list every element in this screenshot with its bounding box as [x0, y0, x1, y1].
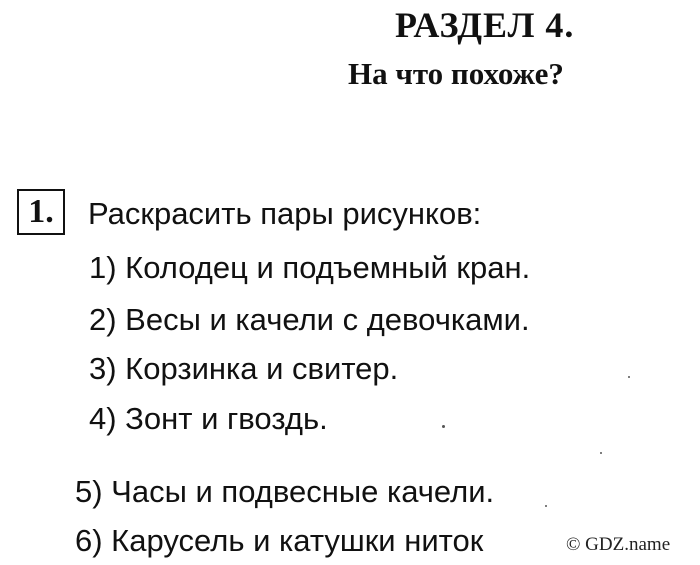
task-item: 2) Весы и качели с девочками.: [89, 302, 530, 337]
task-item: 3) Корзинка и свитер.: [89, 351, 399, 386]
task-item: 4) Зонт и гвоздь.: [89, 401, 328, 436]
task-instruction: Раскрасить пары рисунков:: [88, 196, 482, 231]
scan-speck: [628, 376, 630, 378]
task-item: 1) Колодец и подъемный кран.: [89, 250, 531, 285]
task-item: 6) Карусель и катушки ниток: [75, 523, 484, 558]
section-title: РАЗДЕЛ 4.: [395, 5, 575, 45]
scan-speck: [442, 425, 445, 428]
scan-speck: [600, 452, 602, 454]
scan-speck: [545, 505, 547, 507]
watermark-text: © GDZ.name: [566, 534, 671, 555]
task-item: 5) Часы и подвесные качели.: [75, 474, 495, 509]
section-subtitle: На что похоже?: [348, 56, 564, 91]
task-number-box: 1.: [17, 189, 65, 235]
